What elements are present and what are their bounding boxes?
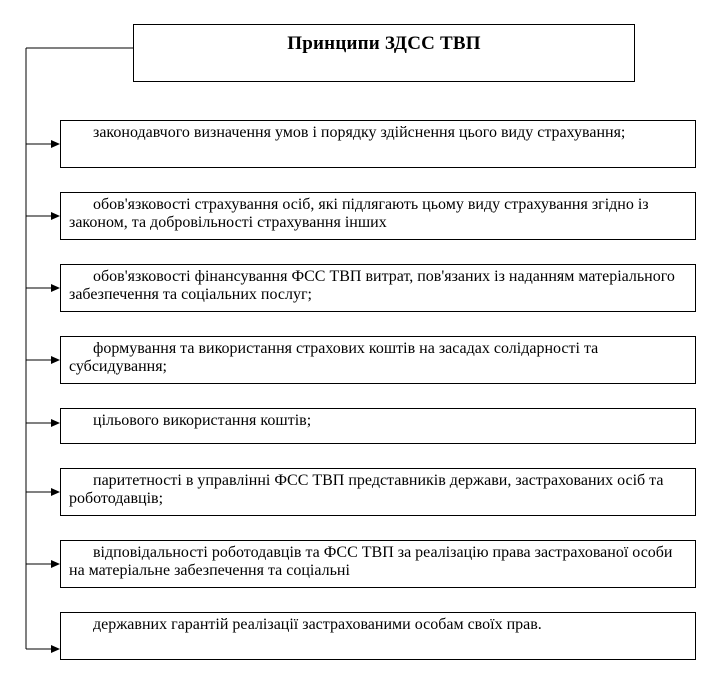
arrowhead-icon (51, 140, 60, 148)
principle-text: паритетності в управлінні ФСС ТВП представників держави, застрахованих осіб та роботодавців; (69, 472, 664, 507)
arrowhead-icon (51, 419, 60, 427)
principle-text: обов'язковості фінансування ФСС ТВП витрат, пов'язаних із наданням матеріального забезпечення та соціальних послуг; (69, 268, 675, 303)
arrowhead-icon (51, 356, 60, 364)
title-box (133, 24, 635, 82)
diagram-title: Принципи ЗДСС ТВП (287, 33, 481, 54)
principle-box (60, 120, 696, 168)
principle-box (60, 192, 696, 240)
principle-text: законодавчого визначення умов і порядку здійснення цього виду страхування; (93, 124, 626, 141)
principle-text: відповідальності роботодавців та ФСС ТВП за реалізацію права застрахованої особи на матеріальне забезпечення та соціальні (69, 544, 673, 579)
principle-box (60, 540, 696, 588)
arrowhead-icon (51, 560, 60, 568)
principle-box (60, 612, 696, 660)
arrowhead-icon (51, 212, 60, 220)
principle-box (60, 408, 696, 444)
arrowhead-icon (51, 488, 60, 496)
principle-box (60, 264, 696, 312)
principle-text: цільового використання коштів; (93, 412, 312, 429)
arrowhead-icon (51, 645, 60, 653)
principle-text: обов'язковості страхування осіб, які підлягають цьому виду страхування згідно із законом, та добровільності страхування інших (69, 196, 649, 231)
arrowhead-icon (51, 284, 60, 292)
principle-text: формування та використання страхових коштів на засадах солідарності та субсидування; (69, 340, 599, 375)
principle-box (60, 336, 696, 384)
principle-text: державних гарантій реалізації застрахованими особам своїх прав. (93, 616, 542, 633)
principle-box (60, 468, 696, 516)
arrow-group (26, 140, 60, 653)
